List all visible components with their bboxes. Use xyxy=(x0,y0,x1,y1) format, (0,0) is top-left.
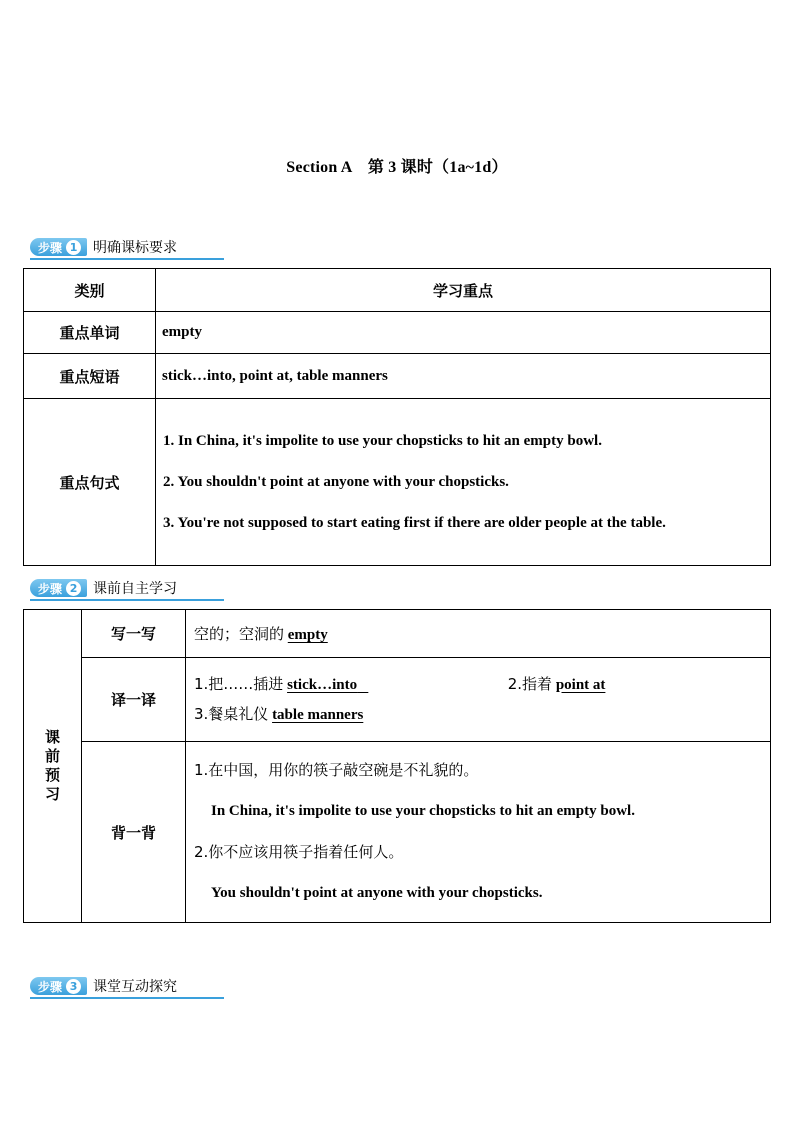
page-title: Section A 第 3 课时（1a~1d） xyxy=(286,159,508,176)
step-3-header xyxy=(30,976,177,996)
translate-prompt: 3.餐桌礼仪 xyxy=(194,704,269,723)
objectives-table xyxy=(23,268,771,566)
row-content: empty xyxy=(156,312,771,354)
translate-prompt: 2.指着 xyxy=(507,674,553,693)
step-2-number: 2 xyxy=(66,581,81,596)
step-2-header xyxy=(30,578,177,598)
write-label: 写一写 xyxy=(82,610,186,658)
recite-label: 背一背 xyxy=(82,742,186,923)
translate-answer: point at xyxy=(555,676,606,693)
write-content xyxy=(186,610,771,658)
table-row xyxy=(24,354,771,399)
row-category: 重点单词 xyxy=(24,312,156,354)
translate-answer: stick…into xyxy=(287,676,358,693)
step-2-title: 课前自主学习 xyxy=(93,580,178,597)
step-1-badge xyxy=(30,238,87,256)
translate-content xyxy=(186,658,771,742)
step-3-badge xyxy=(30,977,87,995)
header-focus: 学习重点 xyxy=(156,269,771,312)
answer-blank xyxy=(357,677,368,693)
step-3-underline xyxy=(30,997,224,999)
step-1-badge-label: 步骤 xyxy=(38,240,63,255)
side-label xyxy=(45,728,61,804)
preview-table xyxy=(23,609,771,923)
recite-en-1: In China, it's impolite to use your chopsticks to hit an empty bowl. xyxy=(211,803,635,819)
step-2-badge xyxy=(30,579,87,597)
table-row xyxy=(24,610,771,658)
side-label-cell xyxy=(24,610,82,923)
table-row xyxy=(24,658,771,742)
table-header-row xyxy=(24,269,771,312)
step-3-badge-label: 步骤 xyxy=(38,979,63,994)
side-label-char: 课 xyxy=(44,728,60,746)
translate-answer: table manners xyxy=(272,706,364,723)
row-category: 重点短语 xyxy=(24,354,156,399)
translate-label: 译一译 xyxy=(82,658,186,742)
step-3-number: 3 xyxy=(66,979,81,994)
step-2-badge-label: 步骤 xyxy=(38,581,63,596)
side-label-char: 前 xyxy=(44,747,60,765)
step-1-title: 明确课标要求 xyxy=(93,239,178,256)
side-label-char: 预 xyxy=(44,766,60,784)
side-label-char: 习 xyxy=(44,785,60,803)
step-2-underline xyxy=(30,599,224,601)
patterns-cell xyxy=(156,399,771,566)
recite-content xyxy=(186,742,771,923)
table-row xyxy=(24,399,771,566)
write-answer: empty xyxy=(287,627,328,643)
recite-cn-1: 1.在中国，用你的筷子敲空碗是不礼貌的。 xyxy=(194,761,479,779)
step-1-number: 1 xyxy=(66,240,81,255)
table-row xyxy=(24,312,771,354)
write-prompt: 空的；空洞的 xyxy=(194,625,285,643)
header-category: 类别 xyxy=(24,269,156,312)
pattern-sentence: 2. You shouldn't point at anyone with your chopsticks. xyxy=(163,473,509,490)
step-3-title: 课堂互动探究 xyxy=(93,978,178,995)
translate-prompt: 1.把……插进 xyxy=(194,674,284,693)
recite-en-2: You shouldn't point at anyone with your chopsticks. xyxy=(211,885,543,901)
pattern-sentence: 3. You're not supposed to start eating first if there are older people at the table. xyxy=(163,514,666,531)
step-1-underline xyxy=(30,258,224,260)
table-row xyxy=(24,742,771,923)
recite-cn-2: 2.你不应该用筷子指着任何人。 xyxy=(194,843,404,861)
pattern-sentence: 1. In China, it's impolite to use your chopsticks to hit an empty bowl. xyxy=(163,432,602,449)
row-category: 重点句式 xyxy=(24,399,156,566)
translate-item-2 xyxy=(507,674,606,693)
step-1-header xyxy=(30,237,177,257)
row-content: stick…into, point at, table manners xyxy=(156,354,771,399)
